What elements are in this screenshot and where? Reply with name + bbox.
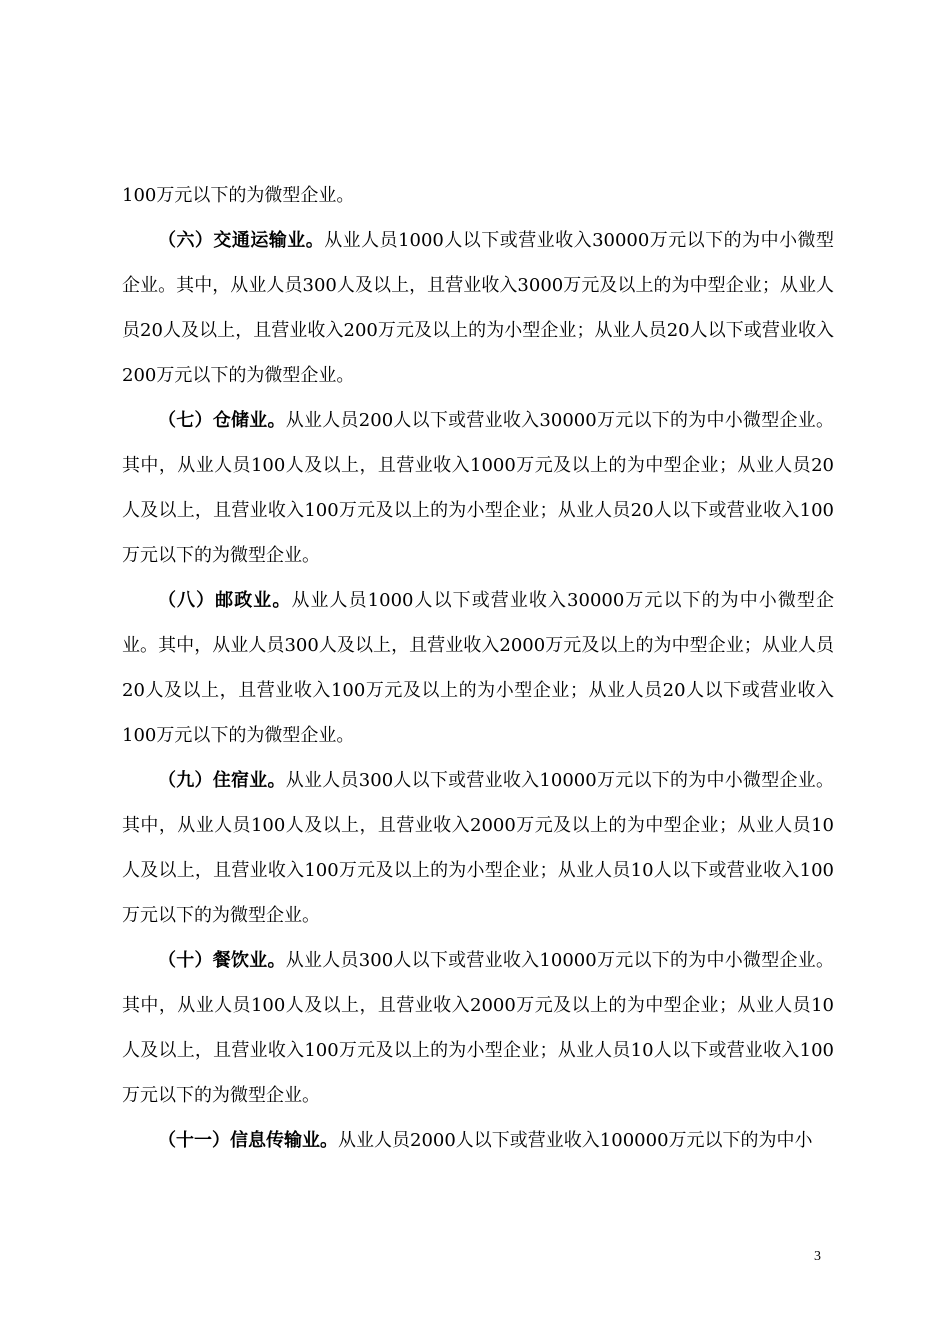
page-number: 3 <box>814 1249 821 1264</box>
paragraph-text: 从业人员1000人以下或营业收入30000万元以下的为中小微型企业。其中，从业人员300人及以上，且营业收入2000万元及以上的为中型企业；从业人员20人及以上，且营业收入100万元及以上的为小型企业；从业人员20人以下或营业收入100万元以下的为微型企业。 <box>122 590 834 746</box>
paragraph-text: 从业人员1000人以下或营业收入30000万元以下的为中小微型企业。其中，从业人员300人及以上，且营业收入3000万元及以上的为中型企业；从业人员20人及以上，且营业收入200万元及以上的为小型企业；从业人员20人以下或营业收入200万元以下的为微型企业。 <box>122 230 834 386</box>
paragraph-heading: （六）交通运输业。 <box>158 230 325 251</box>
paragraph-text: 从业人员300人以下或营业收入10000万元以下的为中小微型企业。其中，从业人员100人及以上，且营业收入2000万元及以上的为中型企业；从业人员10人及以上，且营业收入100万元及以上的为小型企业；从业人员10人以下或营业收入100万元以下的为微型企业。 <box>122 950 834 1106</box>
paragraph-catering <box>122 938 834 1118</box>
paragraph-text: 从业人员2000人以下或营业收入100000万元以下的为中小 <box>338 1130 813 1151</box>
paragraph-text: 从业人员300人以下或营业收入10000万元以下的为中小微型企业。其中，从业人员100人及以上，且营业收入2000万元及以上的为中型企业；从业人员10人及以上，且营业收入100万元及以上的为小型企业；从业人员10人以下或营业收入100万元以下的为微型企业。 <box>122 770 834 926</box>
paragraph-text: 100万元以下的为微型企业。 <box>122 185 355 206</box>
paragraph-warehousing <box>122 398 834 578</box>
paragraph-information-transmission <box>122 1118 834 1163</box>
paragraph-accommodation <box>122 758 834 938</box>
paragraph-heading: （七）仓储业。 <box>158 410 286 431</box>
paragraph-postal <box>122 578 834 758</box>
paragraph-heading: （八）邮政业。 <box>158 590 292 611</box>
document-body <box>122 173 834 1163</box>
paragraph-heading: （九）住宿业。 <box>158 770 286 791</box>
paragraph-transportation <box>122 218 834 398</box>
paragraph-text: 从业人员200人以下或营业收入30000万元以下的为中小微型企业。其中，从业人员100人及以上，且营业收入1000万元及以上的为中型企业；从业人员20人及以上，且营业收入100万元及以上的为小型企业；从业人员20人以下或营业收入100万元以下的为微型企业。 <box>122 410 834 566</box>
paragraph-heading: （十一）信息传输业。 <box>158 1130 338 1151</box>
paragraph-heading: （十）餐饮业。 <box>158 950 286 971</box>
paragraph-continuation <box>122 173 834 218</box>
